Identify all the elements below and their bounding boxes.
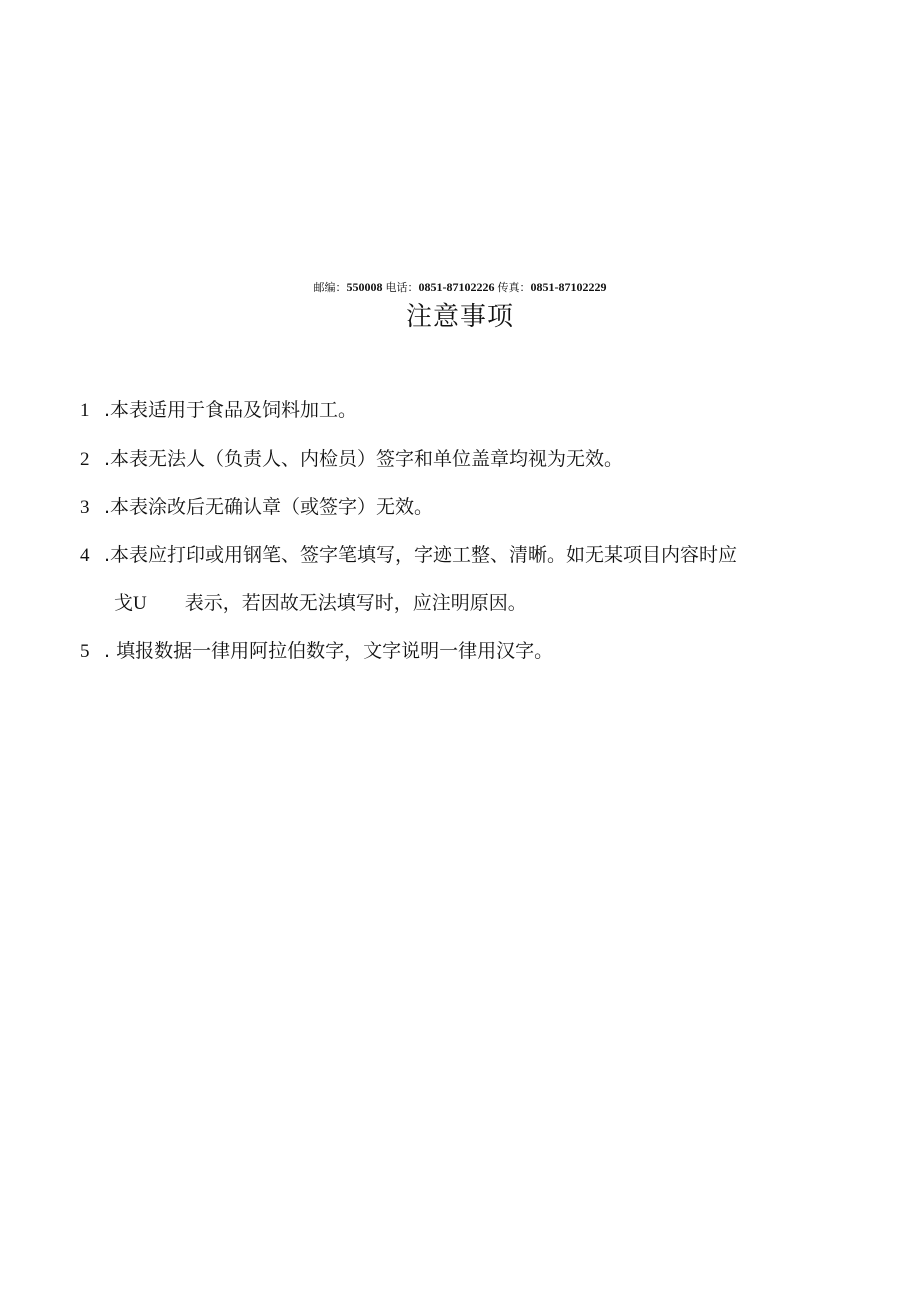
note-number: 3: [80, 497, 90, 518]
contact-line: [0, 279, 920, 296]
note-item-4: [80, 541, 737, 570]
fax-label: 传真：: [497, 281, 531, 294]
note-item-5: [80, 637, 553, 666]
note-text: .本表无法人（负责人、内检员）签字和单位盖章均视为无效。: [104, 448, 624, 470]
note-item-2: [80, 445, 623, 474]
phone-value: 0851-87102226: [418, 280, 495, 294]
note-text: .本表适用于食品及饲料加工。: [104, 399, 358, 421]
postcode-value: 550008: [346, 280, 383, 294]
note-number: 2: [80, 449, 90, 470]
note-item-1: [80, 396, 357, 425]
note-number: 5: [80, 641, 90, 662]
note-continuation-text: 表示，若因故无法填写时，应注明原因。: [184, 592, 527, 614]
note-text: .本表应打印或用钢笔、签字笔填写，字迹工整、清晰。如无某项目内容时应: [104, 544, 738, 566]
note-text: . 填报数据一律用阿拉伯数字，文字说明一律用汉字。: [104, 640, 554, 662]
fax-value: 0851-87102229: [530, 280, 607, 294]
note-continuation-symbol: 戈U: [114, 593, 147, 614]
note-number: 1: [80, 400, 90, 421]
note-item-3: [80, 493, 433, 522]
page-title: 注意事项: [405, 302, 514, 332]
postcode-label: 邮编：: [313, 281, 347, 294]
note-item-4-continuation: [114, 589, 527, 618]
phone-label: 电话：: [385, 281, 419, 294]
note-number: 4: [80, 545, 90, 566]
note-text: .本表涂改后无确认章（或签字）无效。: [104, 496, 434, 518]
